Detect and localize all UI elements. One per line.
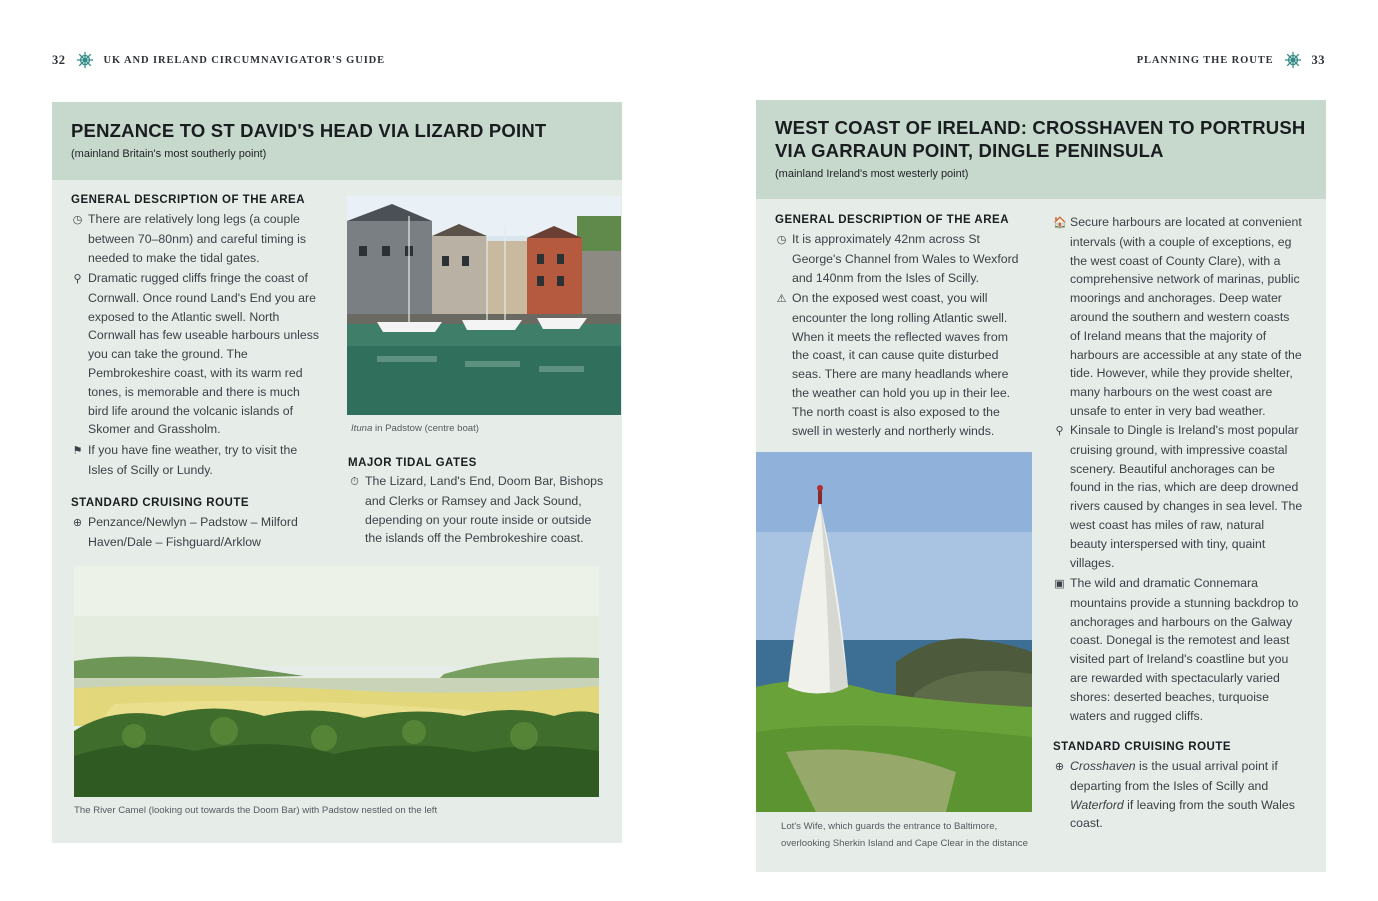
ships-wheel-icon [76,51,94,69]
ships-wheel-icon [1284,51,1302,69]
right-route-subtitle: (mainland Ireland's most westerly point) [775,168,969,180]
right-column-item: 🏠 Secure harbours are located at convenient intervals (with a couple of exceptions, eg the west coast of County Clare), with a comprehensive network of marinas, public moorings and anchorages. Deep water around the southern and western coasts of Ireland means that the majority of harbours are accessible at any state of the tide. However, while they provide shelter, many harbours on the west coast are unsafe to enter in very bad weather. [1053,215,1302,418]
tidal-gates-text: ⏱ The Lizard, Land's End, Doom Bar, Bishops and Clerks or Ramsey and Jack Sound, depending on your route inside or outside the islands off the Pembrokeshire coast. [348,472,606,548]
right-page-number: 33 [1311,52,1325,67]
left-route-title: PENZANCE TO ST DAVID'S HEAD VIA LIZARD POINT [71,120,547,141]
left-title-band [52,102,622,180]
harbour-icon: 🏠 [1053,217,1067,229]
left-page-number: 32 [52,52,66,67]
right-running-head [1137,51,1325,69]
right-route-title-line1: WEST COAST OF IRELAND: CROSSHAVEN TO PORTRUSH [775,117,1306,138]
crosshair-icon: ⊕ [1054,761,1065,773]
padstow-photo-caption: Ituna in Padstow (centre boat) [351,423,479,434]
right-general-item: ◷ It is approximately 42nm across St George's Channel from Wales to Wexford and 140nm from the Isles of Scilly. [776,232,1019,285]
camera-icon: ▣ [1054,578,1065,590]
tidal-gates-heading: MAJOR TIDAL GATES [348,457,477,469]
left-general-item: ⚑ If you have fine weather, try to visit the Isles of Scilly or Lundy. [72,443,298,477]
river-camel-caption: The River Camel (looking out towards the Doom Bar) with Padstow nestled on the left [74,805,438,816]
left-route-panel [52,102,622,843]
pin-icon: ⚲ [73,273,82,285]
right-column-item: ▣ The wild and dramatic Connemara mountains provide a stunning backdrop to anchorages and harbours on the Galway coast. Donegal is the remotest and least visited part of Ireland's coastline but you are rewarded with spectacularly varied shores: deserted beaches, turquoise waters and rugged cliffs. [1054,576,1299,723]
right-running-head-text: PLANNING THE ROUTE [1136,54,1274,66]
right-column-item: ⚲ Kinsale to Dingle is Ireland's most popular cruising ground, with impressive coastal scenery. Beautiful anchorages can be found in the rias, which are deep drowned rivers caused by changes in sea level. The west coast has miles of raw, natural beauty interspersed with tiny, quaint villages. [1053,421,1303,572]
flag-icon: ⚑ [72,445,83,457]
clock-icon: ⏱ [350,476,359,488]
lots-wife-caption: Lot's Wife, which guards the entrance to Baltimore, overlooking Sherkin Island and Cape Clear in the distance [781,821,1028,849]
right-route-title-line2: VIA GARRAUN POINT, DINGLE PENINSULA [775,140,1164,161]
right-route-panel [756,100,1326,872]
left-running-head [52,51,385,69]
crosshair-icon: ⊕ [72,517,83,529]
left-general-heading: GENERAL DESCRIPTION OF THE AREA [71,194,306,206]
right-route-heading: STANDARD CRUISING ROUTE [1053,741,1232,753]
left-general-item: ◷ There are relatively long legs (a couple between 70–80nm) and careful timing is needed to make the tidal gates. [72,212,307,265]
left-route-heading: STANDARD CRUISING ROUTE [71,497,250,509]
right-general-heading: GENERAL DESCRIPTION OF THE AREA [775,214,1010,226]
compass-icon: ◷ [72,214,83,226]
lots-wife-beacon-photo [756,452,1032,812]
right-route-text: ⊕ Crosshaven is the usual arrival point if departing from the Isles of Scilly and Waterford if leaving from the south Wales coast. [1054,759,1295,831]
warning-icon: ⚠ [776,293,787,305]
padstow-harbour-photo [347,196,621,415]
right-general-item: ⚠ On the exposed west coast, you will encounter the long rolling Atlantic swell. When it meets the reflected waves from the coast, it can cause quite disturbed seas. There are many headlands where the weather can hold you up in their lee. The north coast is also exposed to the swell in westerly and northerly winds. [776,291,1011,438]
left-running-head-text: UK AND IRELAND CIRCUMNAVIGATOR'S GUIDE [103,54,386,66]
right-title-band [756,100,1326,199]
river-camel-photo [74,566,599,797]
compass-icon: ◷ [776,234,787,246]
pin-icon: ⚲ [1055,425,1064,437]
left-route-text: ⊕ Penzance/Newlyn – Padstow – Milford Haven/Dale – Fishguard/Arklow [72,515,298,549]
left-route-subtitle: (mainland Britain's most southerly point) [71,148,267,160]
left-general-item: ⚲ Dramatic rugged cliffs fringe the coast of Cornwall. Once round Land's End you are exposed to the Atlantic swell. North Cornwall has few useable harbours unless you can take the ground. The Pembrokeshire coast, with its warm red tones, is memorable and there is much bird life around the volcanic islands of Skomer and Grassholm. [71,269,323,439]
